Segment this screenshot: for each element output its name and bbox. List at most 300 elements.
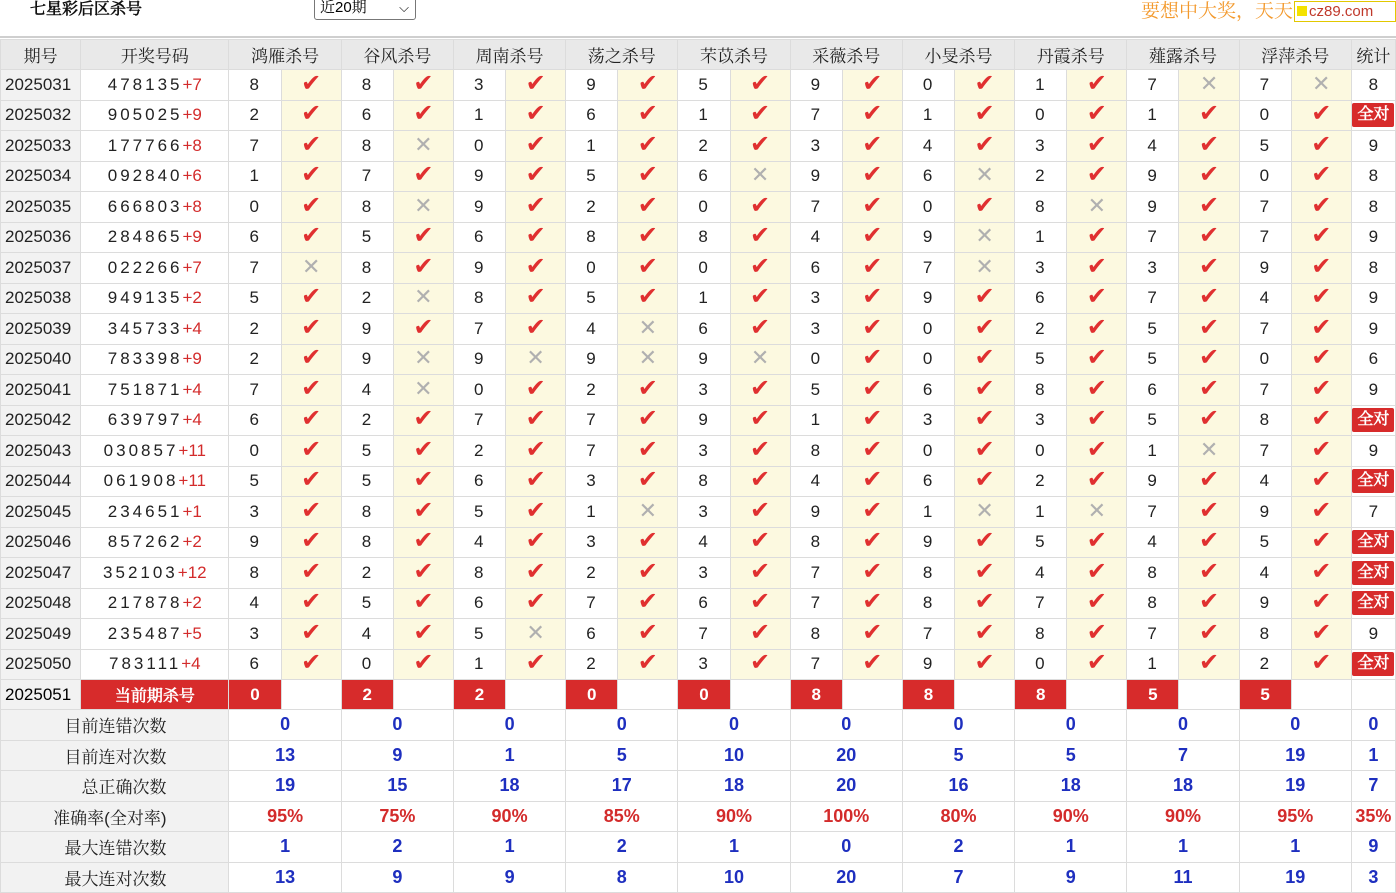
- kill-number-cell: 2: [229, 100, 281, 131]
- summary-value: 1: [229, 832, 341, 863]
- kill-number-cell: 7: [1127, 283, 1179, 314]
- check-icon: ✔: [413, 557, 434, 585]
- draw-back-number: +5: [182, 623, 202, 643]
- check-icon: ✔: [1198, 222, 1220, 250]
- period-cell: 2025039: [1, 314, 81, 345]
- current-kill-number: 8: [790, 680, 842, 710]
- result-mark-cell: [506, 405, 566, 436]
- period-select[interactable]: [314, 0, 416, 20]
- kill-number-cell: 6: [902, 375, 954, 406]
- summary-value: 9: [453, 862, 565, 893]
- result-mark-cell: [1179, 192, 1239, 223]
- check-icon: ✔: [1086, 588, 1107, 616]
- table-row: [1, 558, 1396, 589]
- stat-count: 9: [1368, 135, 1379, 155]
- result-mark-cell: [1179, 588, 1239, 619]
- check-icon: ✔: [1086, 222, 1107, 250]
- check-icon: ✔: [301, 69, 322, 97]
- check-icon: ✔: [974, 283, 995, 311]
- summary-value: 20: [790, 740, 902, 771]
- kill-number-cell: 5: [229, 466, 281, 497]
- kill-number-cell: 1: [1127, 649, 1179, 680]
- result-mark-cell: [506, 222, 566, 253]
- summary-value: 0: [1015, 710, 1127, 741]
- kill-number-cell: 7: [790, 558, 842, 589]
- result-mark-cell: [281, 436, 341, 467]
- result-mark-cell: [281, 283, 341, 314]
- kill-number-cell: 7: [341, 161, 393, 192]
- summary-value: 1: [453, 832, 565, 863]
- result-mark-cell: [842, 314, 902, 345]
- check-icon: ✔: [1086, 405, 1107, 433]
- kill-number-cell: 8: [341, 527, 393, 558]
- result-mark-cell: [281, 588, 341, 619]
- result-mark-cell: [730, 436, 790, 467]
- result-mark-cell: [842, 436, 902, 467]
- result-mark-cell: [1291, 100, 1351, 131]
- result-mark-cell: [730, 588, 790, 619]
- summary-section: [1, 710, 1396, 893]
- result-mark-cell: [1179, 283, 1239, 314]
- period-cell: 2025032: [1, 100, 81, 131]
- result-mark-cell: [506, 253, 566, 284]
- check-icon: ✔: [750, 496, 771, 524]
- col-header-expert[interactable]: 采薇杀号: [790, 40, 902, 70]
- check-icon: ✔: [862, 557, 883, 585]
- check-icon: ✔: [413, 222, 434, 250]
- col-header-expert[interactable]: 芣苡杀号: [678, 40, 790, 70]
- check-icon: ✔: [301, 649, 322, 677]
- draw-main-numbers: 857262: [107, 532, 183, 552]
- summary-label: 最大连对次数: [1, 862, 229, 893]
- check-icon: ✔: [301, 496, 322, 524]
- summary-value: 100%: [790, 801, 902, 832]
- summary-value: 0: [1127, 710, 1239, 741]
- result-mark-cell: [1291, 314, 1351, 345]
- draw-number-cell: [81, 497, 229, 528]
- summary-value: 0: [902, 710, 1014, 741]
- summary-value: 95%: [1239, 801, 1351, 832]
- kill-number-cell: 1: [902, 497, 954, 528]
- check-icon: ✔: [1311, 405, 1332, 433]
- summary-value: 90%: [453, 801, 565, 832]
- kill-number-cell: 9: [902, 649, 954, 680]
- period-cell: 2025038: [1, 283, 81, 314]
- check-icon: ✔: [525, 435, 546, 463]
- current-mark-blank: [393, 680, 453, 710]
- col-header-expert[interactable]: 丹霞杀号: [1015, 40, 1127, 70]
- kill-number-cell: 6: [1015, 283, 1067, 314]
- current-kill-number: 8: [1015, 680, 1067, 710]
- kill-number-cell: 9: [902, 283, 954, 314]
- result-mark-cell: [955, 466, 1015, 497]
- col-header-expert[interactable]: 谷风杀号: [341, 40, 453, 70]
- check-icon: ✔: [301, 344, 322, 372]
- col-header-expert[interactable]: 浮萍杀号: [1239, 40, 1351, 70]
- all-right-badge: 全对: [1352, 530, 1394, 554]
- result-mark-cell: [393, 70, 453, 101]
- kill-number-cell: 9: [1239, 588, 1291, 619]
- table-row: [1, 588, 1396, 619]
- result-mark-cell: [393, 253, 453, 284]
- table-row: [1, 283, 1396, 314]
- summary-value: 0: [566, 710, 678, 741]
- result-mark-cell: [393, 527, 453, 558]
- kill-number-cell: 3: [790, 314, 842, 345]
- check-icon: ✔: [1311, 130, 1332, 158]
- kill-number-cell: 1: [1127, 436, 1179, 467]
- result-mark-cell: [1067, 405, 1127, 436]
- check-icon: ✔: [413, 588, 434, 616]
- check-icon: ✔: [1086, 466, 1107, 494]
- kill-number-cell: 5: [453, 619, 505, 650]
- check-icon: ✔: [1311, 435, 1332, 463]
- summary-stat-value: 9: [1351, 832, 1395, 863]
- check-icon: ✔: [525, 252, 546, 280]
- kill-number-cell: 3: [229, 619, 281, 650]
- current-mark-blank: [955, 680, 1015, 710]
- summary-value: 2: [902, 832, 1014, 863]
- result-mark-cell: [506, 131, 566, 162]
- summary-value: 13: [229, 862, 341, 893]
- current-kill-number: 2: [341, 680, 393, 710]
- kill-number-cell: 3: [678, 375, 730, 406]
- all-right-badge: 全对: [1352, 561, 1394, 585]
- result-mark-cell: [506, 100, 566, 131]
- kill-number-cell: 7: [790, 649, 842, 680]
- draw-back-number: +4: [182, 318, 202, 338]
- kill-number-cell: 7: [1239, 192, 1291, 223]
- kill-number-cell: 0: [341, 649, 393, 680]
- kill-number-cell: 1: [678, 100, 730, 131]
- kill-number-cell: 8: [229, 70, 281, 101]
- draw-number-cell: [81, 405, 229, 436]
- result-mark-cell: [506, 344, 566, 375]
- summary-stat-value: 0: [1351, 710, 1395, 741]
- check-icon: ✔: [974, 557, 995, 585]
- kill-number-cell: 2: [1015, 466, 1067, 497]
- kill-number-cell: 8: [1127, 588, 1179, 619]
- cross-icon: ✕: [1087, 497, 1107, 523]
- check-icon: ✔: [637, 374, 658, 402]
- result-mark-cell: [506, 588, 566, 619]
- kill-number-cell: 7: [1239, 222, 1291, 253]
- check-icon: ✔: [1198, 374, 1220, 402]
- period-cell: 2025045: [1, 497, 81, 528]
- result-mark-cell: [393, 100, 453, 131]
- cross-icon: ✕: [414, 284, 433, 310]
- result-mark-cell: [506, 314, 566, 345]
- check-icon: ✔: [1198, 191, 1220, 219]
- cross-icon: ✕: [975, 162, 994, 188]
- kill-number-cell: 8: [1239, 619, 1291, 650]
- result-mark-cell: [1067, 558, 1127, 589]
- result-mark-cell: [393, 283, 453, 314]
- check-icon: ✔: [1311, 222, 1332, 250]
- draw-number-cell: [81, 314, 229, 345]
- result-mark-cell: [281, 497, 341, 528]
- draw-back-number: +4: [182, 379, 202, 399]
- check-icon: ✔: [301, 466, 322, 494]
- check-icon: ✔: [1311, 374, 1332, 402]
- summary-value: 1: [1015, 832, 1127, 863]
- table-row: [1, 192, 1396, 223]
- check-icon: ✔: [301, 100, 322, 128]
- kill-number-cell: 8: [566, 222, 618, 253]
- result-mark-cell: [281, 558, 341, 589]
- current-kill-number: 0: [678, 680, 730, 710]
- check-icon: ✔: [974, 69, 995, 97]
- check-icon: ✔: [862, 313, 883, 341]
- table-row: [1, 405, 1396, 436]
- result-mark-cell: [955, 100, 1015, 131]
- kill-number-cell: 9: [453, 344, 505, 375]
- result-mark-cell: [393, 192, 453, 223]
- stat-count: 7: [1368, 501, 1379, 521]
- site-badge-label: cz89.com: [1309, 3, 1374, 20]
- current-period-row: [1, 680, 1396, 710]
- result-mark-cell: [1067, 497, 1127, 528]
- result-mark-cell: [1179, 100, 1239, 131]
- result-mark-cell: [393, 588, 453, 619]
- result-mark-cell: [393, 466, 453, 497]
- result-mark-cell: [730, 70, 790, 101]
- summary-value: 90%: [1015, 801, 1127, 832]
- summary-stat-value: 7: [1351, 771, 1395, 802]
- check-icon: ✔: [525, 588, 546, 616]
- result-mark-cell: [281, 253, 341, 284]
- draw-main-numbers: 284865: [107, 227, 183, 247]
- col-header-expert[interactable]: 小旻杀号: [902, 40, 1014, 70]
- result-mark-cell: [730, 283, 790, 314]
- check-icon: ✔: [413, 527, 434, 555]
- result-mark-cell: [506, 70, 566, 101]
- result-mark-cell: [281, 314, 341, 345]
- check-icon: ✔: [974, 100, 995, 128]
- kill-number-cell: 0: [678, 253, 730, 284]
- check-icon: ✔: [862, 588, 883, 616]
- kill-number-cell: 7: [1239, 70, 1291, 101]
- result-mark-cell: [618, 100, 678, 131]
- period-select-value: 近20期: [320, 0, 367, 16]
- kill-number-cell: 5: [341, 436, 393, 467]
- col-header-expert[interactable]: 鸿雁杀号: [229, 40, 341, 70]
- result-mark-cell: [955, 558, 1015, 589]
- stat-count: 8: [1368, 74, 1379, 94]
- kill-number-cell: 9: [790, 161, 842, 192]
- summary-value: 2: [341, 832, 453, 863]
- summary-stat-value: 3: [1351, 862, 1395, 893]
- kill-number-cell: 3: [678, 497, 730, 528]
- check-icon: ✔: [413, 496, 434, 524]
- col-header-expert[interactable]: 周南杀号: [453, 40, 565, 70]
- kill-number-cell: 7: [1239, 314, 1291, 345]
- kill-number-cell: 8: [790, 619, 842, 650]
- check-icon: ✔: [1086, 100, 1107, 128]
- summary-value: 19: [1239, 862, 1351, 893]
- kill-number-cell: 2: [678, 131, 730, 162]
- result-mark-cell: [955, 70, 1015, 101]
- current-mark-blank: [281, 680, 341, 710]
- summary-value: 5: [902, 740, 1014, 771]
- summary-row: [1, 862, 1396, 893]
- stat-cell: [1351, 131, 1395, 162]
- check-icon: ✔: [750, 252, 771, 280]
- kill-number-cell: 2: [566, 649, 618, 680]
- check-icon: ✔: [862, 435, 883, 463]
- check-icon: ✔: [1311, 496, 1332, 524]
- kill-number-cell: 8: [341, 253, 393, 284]
- kill-number-cell: 6: [453, 588, 505, 619]
- result-mark-cell: [1179, 497, 1239, 528]
- kill-number-cell: 4: [790, 222, 842, 253]
- all-right-badge: 全对: [1352, 652, 1394, 676]
- draw-main-numbers: 478135: [107, 74, 183, 94]
- draw-number-cell: [81, 436, 229, 467]
- kill-number-cell: 0: [902, 344, 954, 375]
- check-icon: ✔: [974, 588, 995, 616]
- kill-number-cell: 0: [678, 192, 730, 223]
- result-mark-cell: [281, 70, 341, 101]
- period-cell: 2025034: [1, 161, 81, 192]
- result-mark-cell: [842, 131, 902, 162]
- check-icon: ✔: [1198, 100, 1220, 128]
- table-row: [1, 100, 1396, 131]
- current-mark-blank: [1179, 680, 1239, 710]
- current-kill-number: 0: [229, 680, 281, 710]
- period-cell: 2025043: [1, 436, 81, 467]
- check-icon: ✔: [1311, 191, 1332, 219]
- cross-icon: ✕: [975, 223, 994, 249]
- result-mark-cell: [730, 619, 790, 650]
- check-icon: ✔: [1311, 161, 1332, 189]
- draw-back-number: +2: [182, 288, 202, 308]
- result-mark-cell: [730, 527, 790, 558]
- kill-number-cell: 5: [1127, 344, 1179, 375]
- result-mark-cell: [730, 131, 790, 162]
- kill-number-cell: 3: [453, 70, 505, 101]
- result-mark-cell: [281, 375, 341, 406]
- result-mark-cell: [1179, 558, 1239, 589]
- check-icon: ✔: [301, 130, 322, 158]
- result-mark-cell: [1291, 70, 1351, 101]
- draw-back-number: +1: [182, 501, 202, 521]
- check-icon: ✔: [637, 252, 658, 280]
- summary-row: [1, 771, 1396, 802]
- result-mark-cell: [1067, 527, 1127, 558]
- kill-number-cell: 8: [790, 436, 842, 467]
- summary-value: 7: [902, 862, 1014, 893]
- stat-cell: [1351, 466, 1395, 497]
- result-mark-cell: [1179, 375, 1239, 406]
- result-mark-cell: [1179, 344, 1239, 375]
- kill-number-cell: 2: [229, 344, 281, 375]
- kill-number-cell: 4: [1127, 527, 1179, 558]
- kill-number-cell: 5: [341, 588, 393, 619]
- check-icon: ✔: [974, 618, 995, 646]
- result-mark-cell: [281, 344, 341, 375]
- promo-text[interactable]: 要想中大奖，天天: [1141, 1, 1294, 22]
- table-row: [1, 619, 1396, 650]
- check-icon: ✔: [1086, 283, 1107, 311]
- kill-number-cell: 8: [902, 558, 954, 589]
- kill-number-cell: 0: [902, 314, 954, 345]
- col-header-expert[interactable]: 荡之杀号: [566, 40, 678, 70]
- top-bar: [0, 0, 1396, 38]
- result-mark-cell: [1179, 222, 1239, 253]
- stat-cell: [1351, 100, 1395, 131]
- result-mark-cell: [1179, 466, 1239, 497]
- draw-number-cell: [81, 131, 229, 162]
- kill-number-cell: 4: [1239, 466, 1291, 497]
- kill-number-cell: 2: [341, 558, 393, 589]
- kill-number-cell: 6: [453, 466, 505, 497]
- result-mark-cell: [618, 558, 678, 589]
- draw-main-numbers: 030857: [103, 440, 179, 460]
- kill-number-cell: 4: [1015, 558, 1067, 589]
- history-rows: [1, 70, 1396, 680]
- check-icon: ✔: [862, 527, 883, 555]
- result-mark-cell: [842, 253, 902, 284]
- result-mark-cell: [842, 192, 902, 223]
- result-mark-cell: [955, 222, 1015, 253]
- period-cell: 2025031: [1, 70, 81, 101]
- draw-number-cell: [81, 100, 229, 131]
- kill-number-cell: 8: [341, 192, 393, 223]
- result-mark-cell: [506, 466, 566, 497]
- result-mark-cell: [1067, 588, 1127, 619]
- check-icon: ✔: [413, 161, 434, 189]
- result-mark-cell: [1291, 344, 1351, 375]
- period-cell: 2025044: [1, 466, 81, 497]
- current-period-cell: 2025051: [1, 680, 81, 710]
- result-mark-cell: [1067, 283, 1127, 314]
- check-icon: ✔: [525, 69, 546, 97]
- draw-back-number: +7: [182, 74, 202, 94]
- cross-icon: ✕: [638, 497, 658, 523]
- cross-icon: ✕: [638, 314, 658, 340]
- site-badge[interactable]: [1294, 1, 1396, 22]
- check-icon: ✔: [413, 649, 434, 677]
- check-icon: ✔: [1198, 588, 1220, 616]
- check-icon: ✔: [974, 466, 995, 494]
- table-row: [1, 527, 1396, 558]
- check-icon: ✔: [1086, 649, 1107, 677]
- kill-number-cell: 9: [453, 192, 505, 223]
- result-mark-cell: [506, 497, 566, 528]
- table-row: [1, 253, 1396, 284]
- summary-value: 5: [1015, 740, 1127, 771]
- period-cell: 2025041: [1, 375, 81, 406]
- check-icon: ✔: [301, 283, 322, 311]
- cross-icon: ✕: [414, 375, 433, 401]
- kill-number-cell: 4: [790, 466, 842, 497]
- result-mark-cell: [506, 161, 566, 192]
- result-mark-cell: [955, 649, 1015, 680]
- check-icon: ✔: [862, 69, 883, 97]
- current-kill-number: 2: [453, 680, 505, 710]
- draw-number-cell: [81, 619, 229, 650]
- summary-value: 16: [902, 771, 1014, 802]
- check-icon: ✔: [862, 161, 883, 189]
- result-mark-cell: [1291, 161, 1351, 192]
- col-header-expert[interactable]: 薤露杀号: [1127, 40, 1239, 70]
- check-icon: ✔: [413, 618, 434, 646]
- check-icon: ✔: [750, 557, 771, 585]
- kill-number-cell: 9: [341, 344, 393, 375]
- check-icon: ✔: [1198, 557, 1220, 585]
- table-row: [1, 649, 1396, 680]
